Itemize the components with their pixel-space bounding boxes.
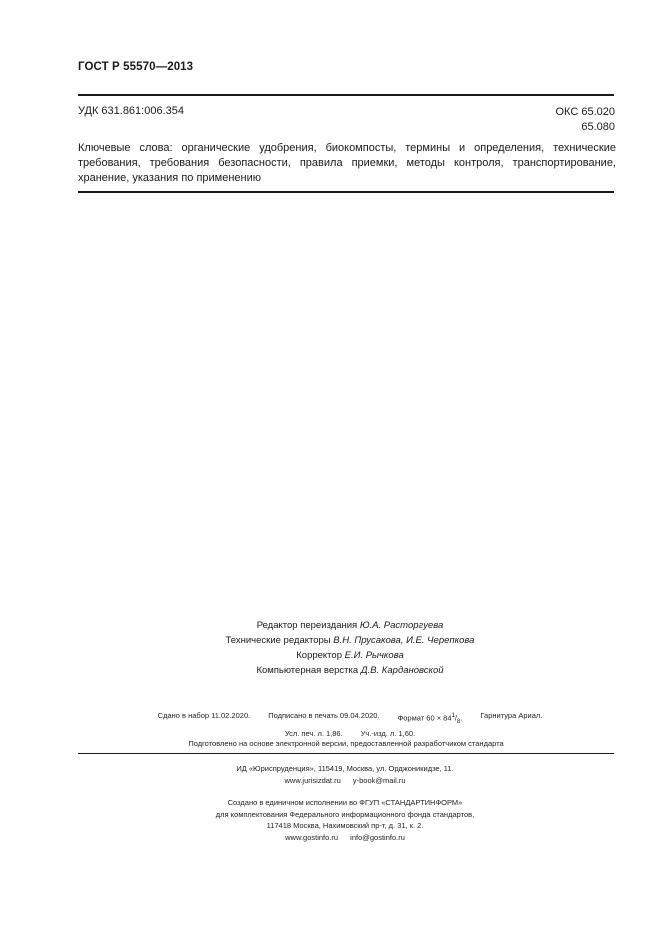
proofreader-name: Е.И. Рычкова: [344, 650, 404, 661]
gostinfo-website-link[interactable]: www.gostinfo.ru: [285, 832, 339, 842]
layout-label: Компьютерная верстка: [256, 665, 359, 676]
proofreader-line: [190, 648, 510, 663]
oks-code-2: 65.080: [581, 121, 615, 133]
keywords-divider: [78, 191, 614, 193]
editor-name: Ю.А. Расторгуева: [359, 620, 444, 631]
tech-editors-names: В.Н. Прусакова, И.Е. Черепкова: [333, 635, 475, 646]
format-numerator: 1: [451, 713, 455, 719]
gostinfo-email-link[interactable]: info@gostinfo.ru: [350, 832, 405, 842]
layout-name: Д.В. Кардановской: [360, 665, 444, 676]
publisher-email-link[interactable]: y-book@mail.ru: [352, 775, 406, 785]
production-line-1: Создано в единичном исполнении во ФГУП «СТАНДАРТИНФОРМ»: [227, 798, 463, 807]
publisher-block: [130, 763, 560, 786]
publisher-links: [130, 775, 560, 787]
tech-editors-line: [190, 633, 510, 648]
keywords-paragraph: Ключевые слова: органические удобрения, биокомпосты, термины и определения, технические требования, требования безопасности, правила приемки, методы контроля, транспортирование, хранение, указания по применению: [78, 142, 616, 184]
digital-version-note: Подготовлено на основе электронной версии, предоставленной разработчиком стандарта: [188, 739, 504, 748]
paper-format: Формат $60 \times 84^1/_8$.: [397, 713, 463, 725]
document-id: ГОСТ Р 55570—2013: [78, 61, 194, 73]
staff-credits: [190, 618, 510, 678]
format-prefix: Формат 60 × 84: [397, 713, 452, 723]
print-info: [120, 710, 580, 740]
footer-divider: [78, 753, 614, 754]
print-sheets: Усл. печ. л. 1,86.: [284, 729, 343, 738]
udk-code: УДК 631.861:006.354: [78, 105, 184, 117]
tech-editors-label: Технические редакторы: [225, 635, 331, 646]
production-line-2: для комплектования Федерального информационного фонда стандартов,: [215, 809, 475, 819]
editor-label: Редактор переиздания: [256, 620, 358, 631]
publisher-website-link[interactable]: www.jurisizdat.ru: [284, 775, 341, 785]
print-row-1: [120, 710, 580, 728]
top-divider: [78, 94, 614, 96]
signed-date: Подписано в печать 09.04.2020.: [268, 711, 380, 720]
submitted-date: Сдано в набор 11.02.2020.: [157, 711, 251, 720]
production-block: [130, 797, 560, 843]
typeface: Гарнитура Ариал.: [480, 711, 543, 720]
editor-line: [190, 618, 510, 633]
oks-codes: [556, 105, 616, 135]
oks-code-1: ОКС 65.020: [555, 106, 615, 118]
publisher-sheets: Уч.-изд. л. 1,60.: [360, 729, 416, 738]
proofreader-label: Корректор: [296, 650, 342, 661]
publisher-address: ИД «Юриспруденция», 115419, Москва, ул. Орджоникидзе, 11.: [236, 764, 454, 773]
format-denominator: 8: [456, 719, 461, 725]
production-links: [130, 832, 560, 844]
production-line-3: 117418 Москва, Нахимовский пр-т, д. 31, к. 2.: [266, 821, 424, 830]
layout-line: [190, 663, 510, 678]
